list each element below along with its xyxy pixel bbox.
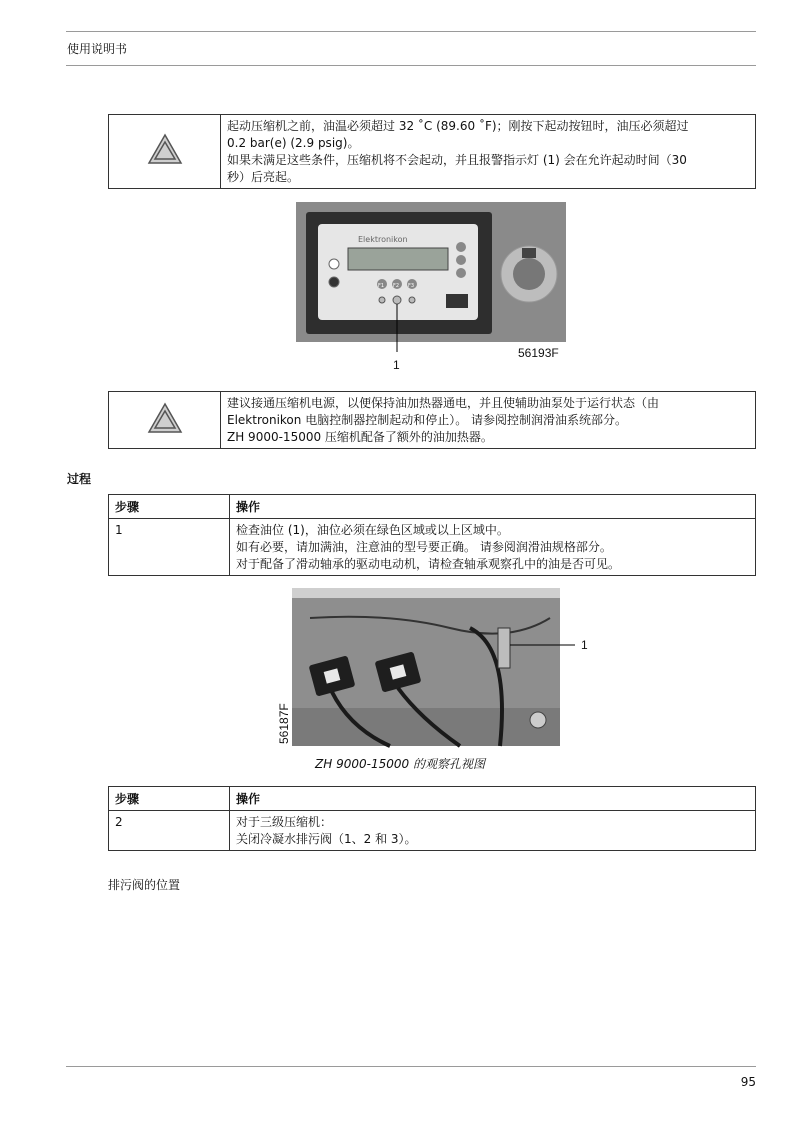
document-title: 使用说明书: [67, 42, 128, 56]
drain-valve-location-text: 排污阀的位置: [108, 878, 181, 892]
warning-line: 0.2 bar(e) (2.9 psig)。: [227, 136, 360, 150]
footer-rule: [66, 1066, 756, 1067]
step-header: 步骤: [109, 495, 230, 519]
panel-f3-label: F3: [408, 283, 415, 289]
panel-stop-button: [329, 277, 339, 287]
warning-box-1: [108, 114, 756, 189]
emergency-stop-button: [513, 258, 545, 290]
step-action: [230, 519, 756, 576]
action-line: 检查油位 (1)，油位必须在绿色区域或以上区域中。: [236, 523, 509, 537]
steps-table-1: [108, 494, 756, 576]
table-row: [109, 519, 756, 576]
warning-text: [221, 115, 756, 189]
warning-text: [221, 392, 756, 449]
action-line: 对于三级压缩机：: [236, 815, 333, 829]
warning-line: 如果未满足这些条件，压缩机将不会起动，并且报警指示灯 (1) 会在允许起动时间（30: [227, 153, 687, 167]
table-row: [109, 811, 756, 851]
figure-code-56193F: 56193F: [518, 346, 559, 360]
sight-glass-photo: [270, 588, 600, 748]
warning-icon-cell: [109, 115, 221, 189]
action-line: 对于配备了滑动轴承的驱动电动机，请检查轴承观察孔中的油是否可见。: [236, 557, 621, 571]
panel-f2-label: F2: [393, 283, 400, 289]
panel-button-up: [456, 242, 466, 252]
action-line: 关闭冷凝水排污阀（1、2 和 3）。: [236, 832, 417, 846]
warning-line: 建议接通压缩机电源，以便保持油加热器通电，并且使辅助油泵处于运行状态（由: [227, 396, 660, 410]
header-rule: [66, 65, 756, 66]
panel-f1-label: F1: [378, 283, 385, 289]
panel-display: [348, 248, 448, 270]
step-number: 1: [109, 519, 230, 576]
warning-line: ZH 9000-15000 压缩机配备了额外的油加热器。: [227, 430, 493, 444]
step-header: 步骤: [109, 787, 230, 811]
figure-code-56187F: 56187F: [277, 703, 291, 744]
callout-label-1: 1: [393, 358, 400, 372]
action-header: 操作: [230, 495, 756, 519]
top-rule: [66, 31, 756, 32]
panel-button-down: [456, 268, 466, 278]
alarm-indicator-led: [393, 296, 401, 304]
warning-icon-cell: [109, 392, 221, 449]
steps-table-2: [108, 786, 756, 851]
oil-sight-glass: [498, 628, 510, 668]
callout-label-1: 1: [581, 638, 588, 652]
section-title: 过程: [67, 472, 92, 486]
figure-caption: ZH 9000-15000 的观察孔视图: [315, 757, 485, 771]
atlas-copco-logo: [446, 294, 468, 308]
warning-line: Elektronikon 电脑控制器控制起动和停止）。 请参阅控制润滑油系统部分。: [227, 413, 628, 427]
panel-start-indicator: [329, 259, 339, 269]
warning-triangle-icon: [147, 402, 183, 434]
page-number: 95: [740, 1075, 756, 1089]
warning-line: 秒）后亮起。: [227, 170, 300, 184]
controller-panel-photo: [296, 202, 566, 377]
warning-triangle-icon: [147, 133, 183, 165]
step-number: 2: [109, 811, 230, 851]
warning-line: 起动压缩机之前，油温必须超过 32 ˚C (89.60 ˚F)；刚按下起动按钮时，油压必须超过: [227, 119, 689, 133]
warning-box-2: [108, 391, 756, 449]
panel-brand-label: Elektronikon: [358, 235, 408, 244]
action-header: 操作: [230, 787, 756, 811]
step-action: [230, 811, 756, 851]
action-line: 如有必要，请加满油，注意油的型号要正确。 请参阅润滑油规格部分。: [236, 540, 612, 554]
panel-button-enter: [456, 255, 466, 265]
